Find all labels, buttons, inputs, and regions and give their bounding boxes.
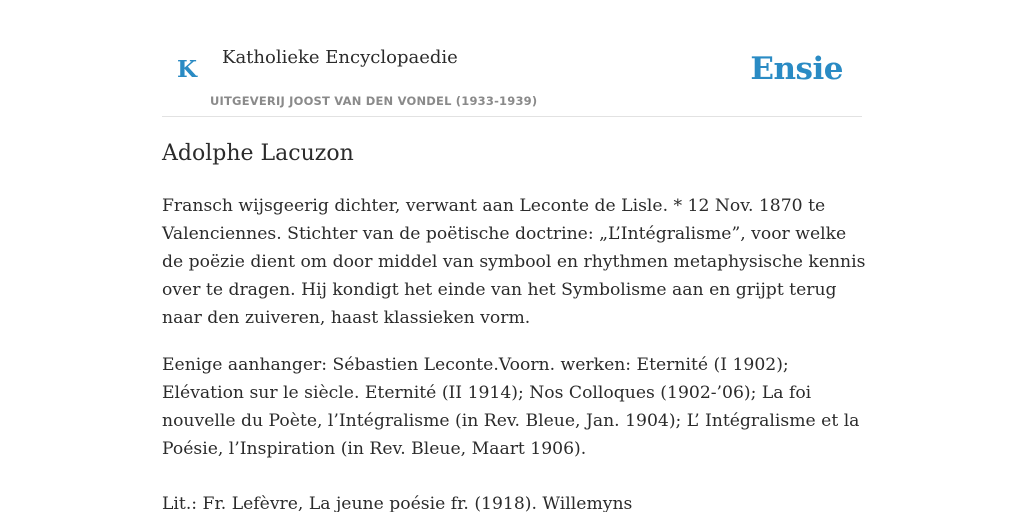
publisher-subtitle: UITGEVERIJ JOOST VAN DEN VONDEL (1933-1939) <box>210 94 538 108</box>
logo-k[interactable]: K <box>177 56 197 83</box>
ensie-logo[interactable]: Ensie <box>750 51 843 87</box>
article-title: Adolphe Lacuzon <box>162 141 354 166</box>
site-header <box>162 0 862 117</box>
article-paragraph-1: Fransch wijsgeerig dichter, verwant aan Leconte de Lisle. * 12 Nov. 1870 te Valenciennes. Stichter van de poëtische doctrine: „L’Intégralisme”, voor welke de poëzie dient om door middel van symbool en rhythmen metaphysische kennis over te dragen. Hij kondigt het einde van het Symbolisme aan en grijpt terug naar den zuiveren, haast klassieken vorm. <box>162 196 866 328</box>
article-paragraph-3: Lit.: Fr. Lefèvre, La jeune poésie fr. (1918). Willemyns <box>162 494 633 512</box>
article-paragraph-2: Eenige aanhanger: Sébastien Leconte.Voorn. werken: Eternité (I 1902); Elévation sur le siècle. Eternité (II 1914); Nos Colloques (1902-’06); La foi nouvelle du Poète, l’Intégralisme (in Rev. Bleue, Jan. 1904); L’ Intégralisme et la Poésie, l’Inspiration (in Rev. Bleue, Maart 1906). <box>162 355 860 459</box>
site-title[interactable]: Katholieke Encyclopaedie <box>222 47 458 68</box>
